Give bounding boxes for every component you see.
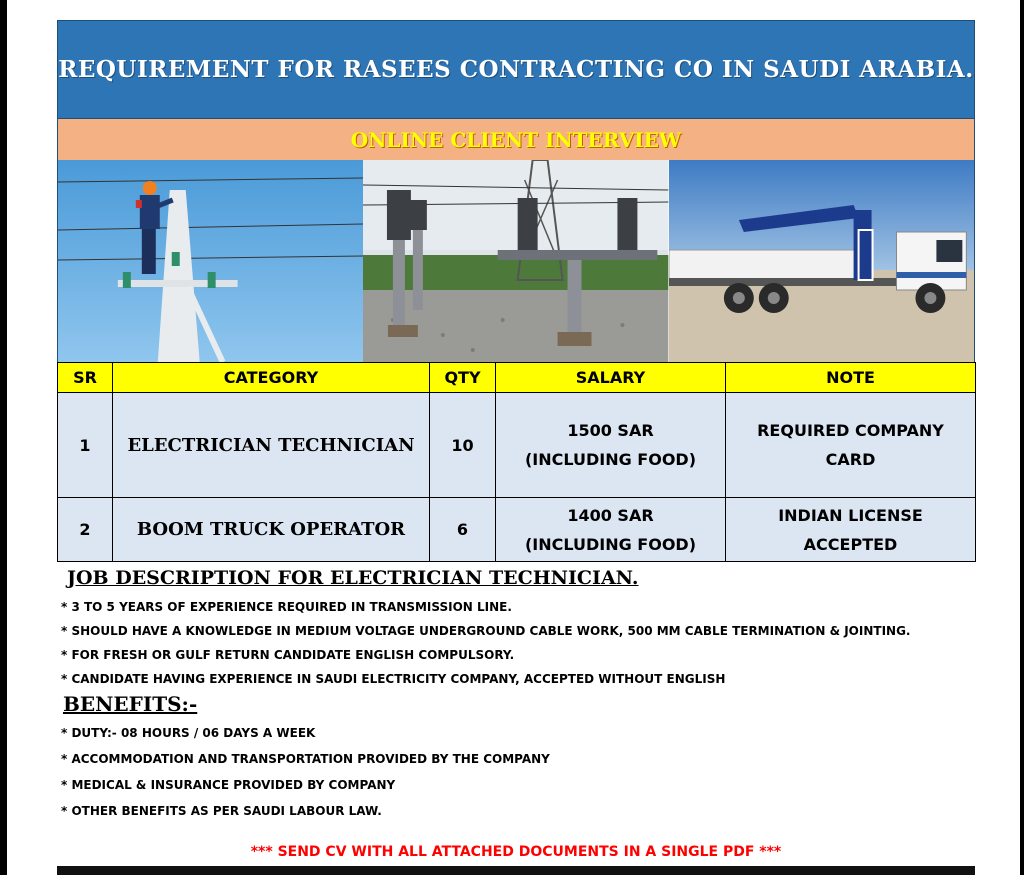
lineman-on-pole-photo bbox=[58, 160, 363, 362]
salary-amount: 1500 SAR bbox=[567, 421, 654, 440]
page-subtitle: ONLINE CLIENT INTERVIEW bbox=[350, 127, 682, 152]
header-category: CATEGORY bbox=[113, 363, 430, 393]
bottom-edge-bar bbox=[57, 866, 975, 875]
cell-qty: 6 bbox=[430, 498, 496, 562]
page-title: REQUIREMENT FOR RASEES CONTRACTING CO IN SAUDI ARABIA. bbox=[58, 56, 974, 83]
job-description-list bbox=[61, 599, 910, 695]
table-row bbox=[58, 498, 976, 562]
header-salary: SALARY bbox=[496, 363, 726, 393]
jobs-table bbox=[57, 362, 976, 562]
table-header-row bbox=[58, 363, 976, 393]
note-line: INDIAN LICENSE bbox=[778, 505, 923, 525]
salary-detail: (INCLUDING FOOD) bbox=[524, 450, 697, 469]
header-sr: SR bbox=[58, 363, 113, 393]
list-item: * FOR FRESH OR GULF RETURN CANDIDATE ENGLISH COMPULSORY. bbox=[61, 648, 515, 662]
footer-note: *** SEND CV WITH ALL ATTACHED DOCUMENTS IN A SINGLE PDF *** bbox=[250, 844, 782, 860]
salary-detail: (INCLUDING FOOD) bbox=[524, 534, 697, 554]
note-line: ACCEPTED bbox=[803, 534, 898, 554]
subtitle-banner bbox=[57, 119, 975, 160]
cell-sr: 1 bbox=[58, 393, 113, 498]
cell-sr: 2 bbox=[58, 498, 113, 562]
list-item: * DUTY:- 08 HOURS / 06 DAYS A WEEK bbox=[61, 726, 316, 740]
list-item: * OTHER BENEFITS AS PER SAUDI LABOUR LAW. bbox=[61, 804, 382, 818]
photo-strip bbox=[57, 160, 975, 362]
list-item: * 3 TO 5 YEARS OF EXPERIENCE REQUIRED IN TRANSMISSION LINE. bbox=[61, 600, 512, 614]
cell-category: BOOM TRUCK OPERATOR bbox=[113, 498, 430, 562]
list-item: * ACCOMMODATION AND TRANSPORTATION PROVIDED BY THE COMPANY bbox=[61, 752, 550, 766]
cell-salary bbox=[496, 498, 726, 562]
list-item: * CANDIDATE HAVING EXPERIENCE IN SAUDI ELECTRICITY COMPANY, ACCEPTED WITHOUT ENGLISH bbox=[61, 672, 726, 686]
title-banner bbox=[57, 20, 975, 119]
cell-salary bbox=[496, 393, 726, 498]
header-note: NOTE bbox=[726, 363, 976, 393]
job-poster bbox=[57, 20, 975, 562]
note-line: CARD bbox=[825, 450, 876, 469]
left-edge-bar bbox=[0, 0, 7, 875]
job-description-title: JOB DESCRIPTION FOR ELECTRICIAN TECHNICIAN. bbox=[67, 567, 639, 589]
benefits-list bbox=[61, 725, 550, 829]
header-qty: QTY bbox=[430, 363, 496, 393]
note-line: REQUIRED COMPANY bbox=[757, 421, 944, 440]
cell-qty: 10 bbox=[430, 393, 496, 498]
list-item: * MEDICAL & INSURANCE PROVIDED BY COMPANY bbox=[61, 778, 396, 792]
benefits-title: BENEFITS:- bbox=[63, 692, 198, 716]
cell-note bbox=[726, 498, 976, 562]
cell-note bbox=[726, 393, 976, 498]
right-edge-bar bbox=[1020, 0, 1024, 875]
electrical-substation-photo bbox=[363, 160, 668, 362]
cell-category: ELECTRICIAN TECHNICIAN bbox=[113, 393, 430, 498]
boom-truck-photo bbox=[669, 160, 974, 362]
salary-amount: 1400 SAR bbox=[567, 505, 654, 525]
table-row bbox=[58, 393, 976, 498]
list-item: * SHOULD HAVE A KNOWLEDGE IN MEDIUM VOLTAGE UNDERGROUND CABLE WORK, 500 MM CABLE TERMINATION & JOINTING. bbox=[61, 624, 911, 638]
